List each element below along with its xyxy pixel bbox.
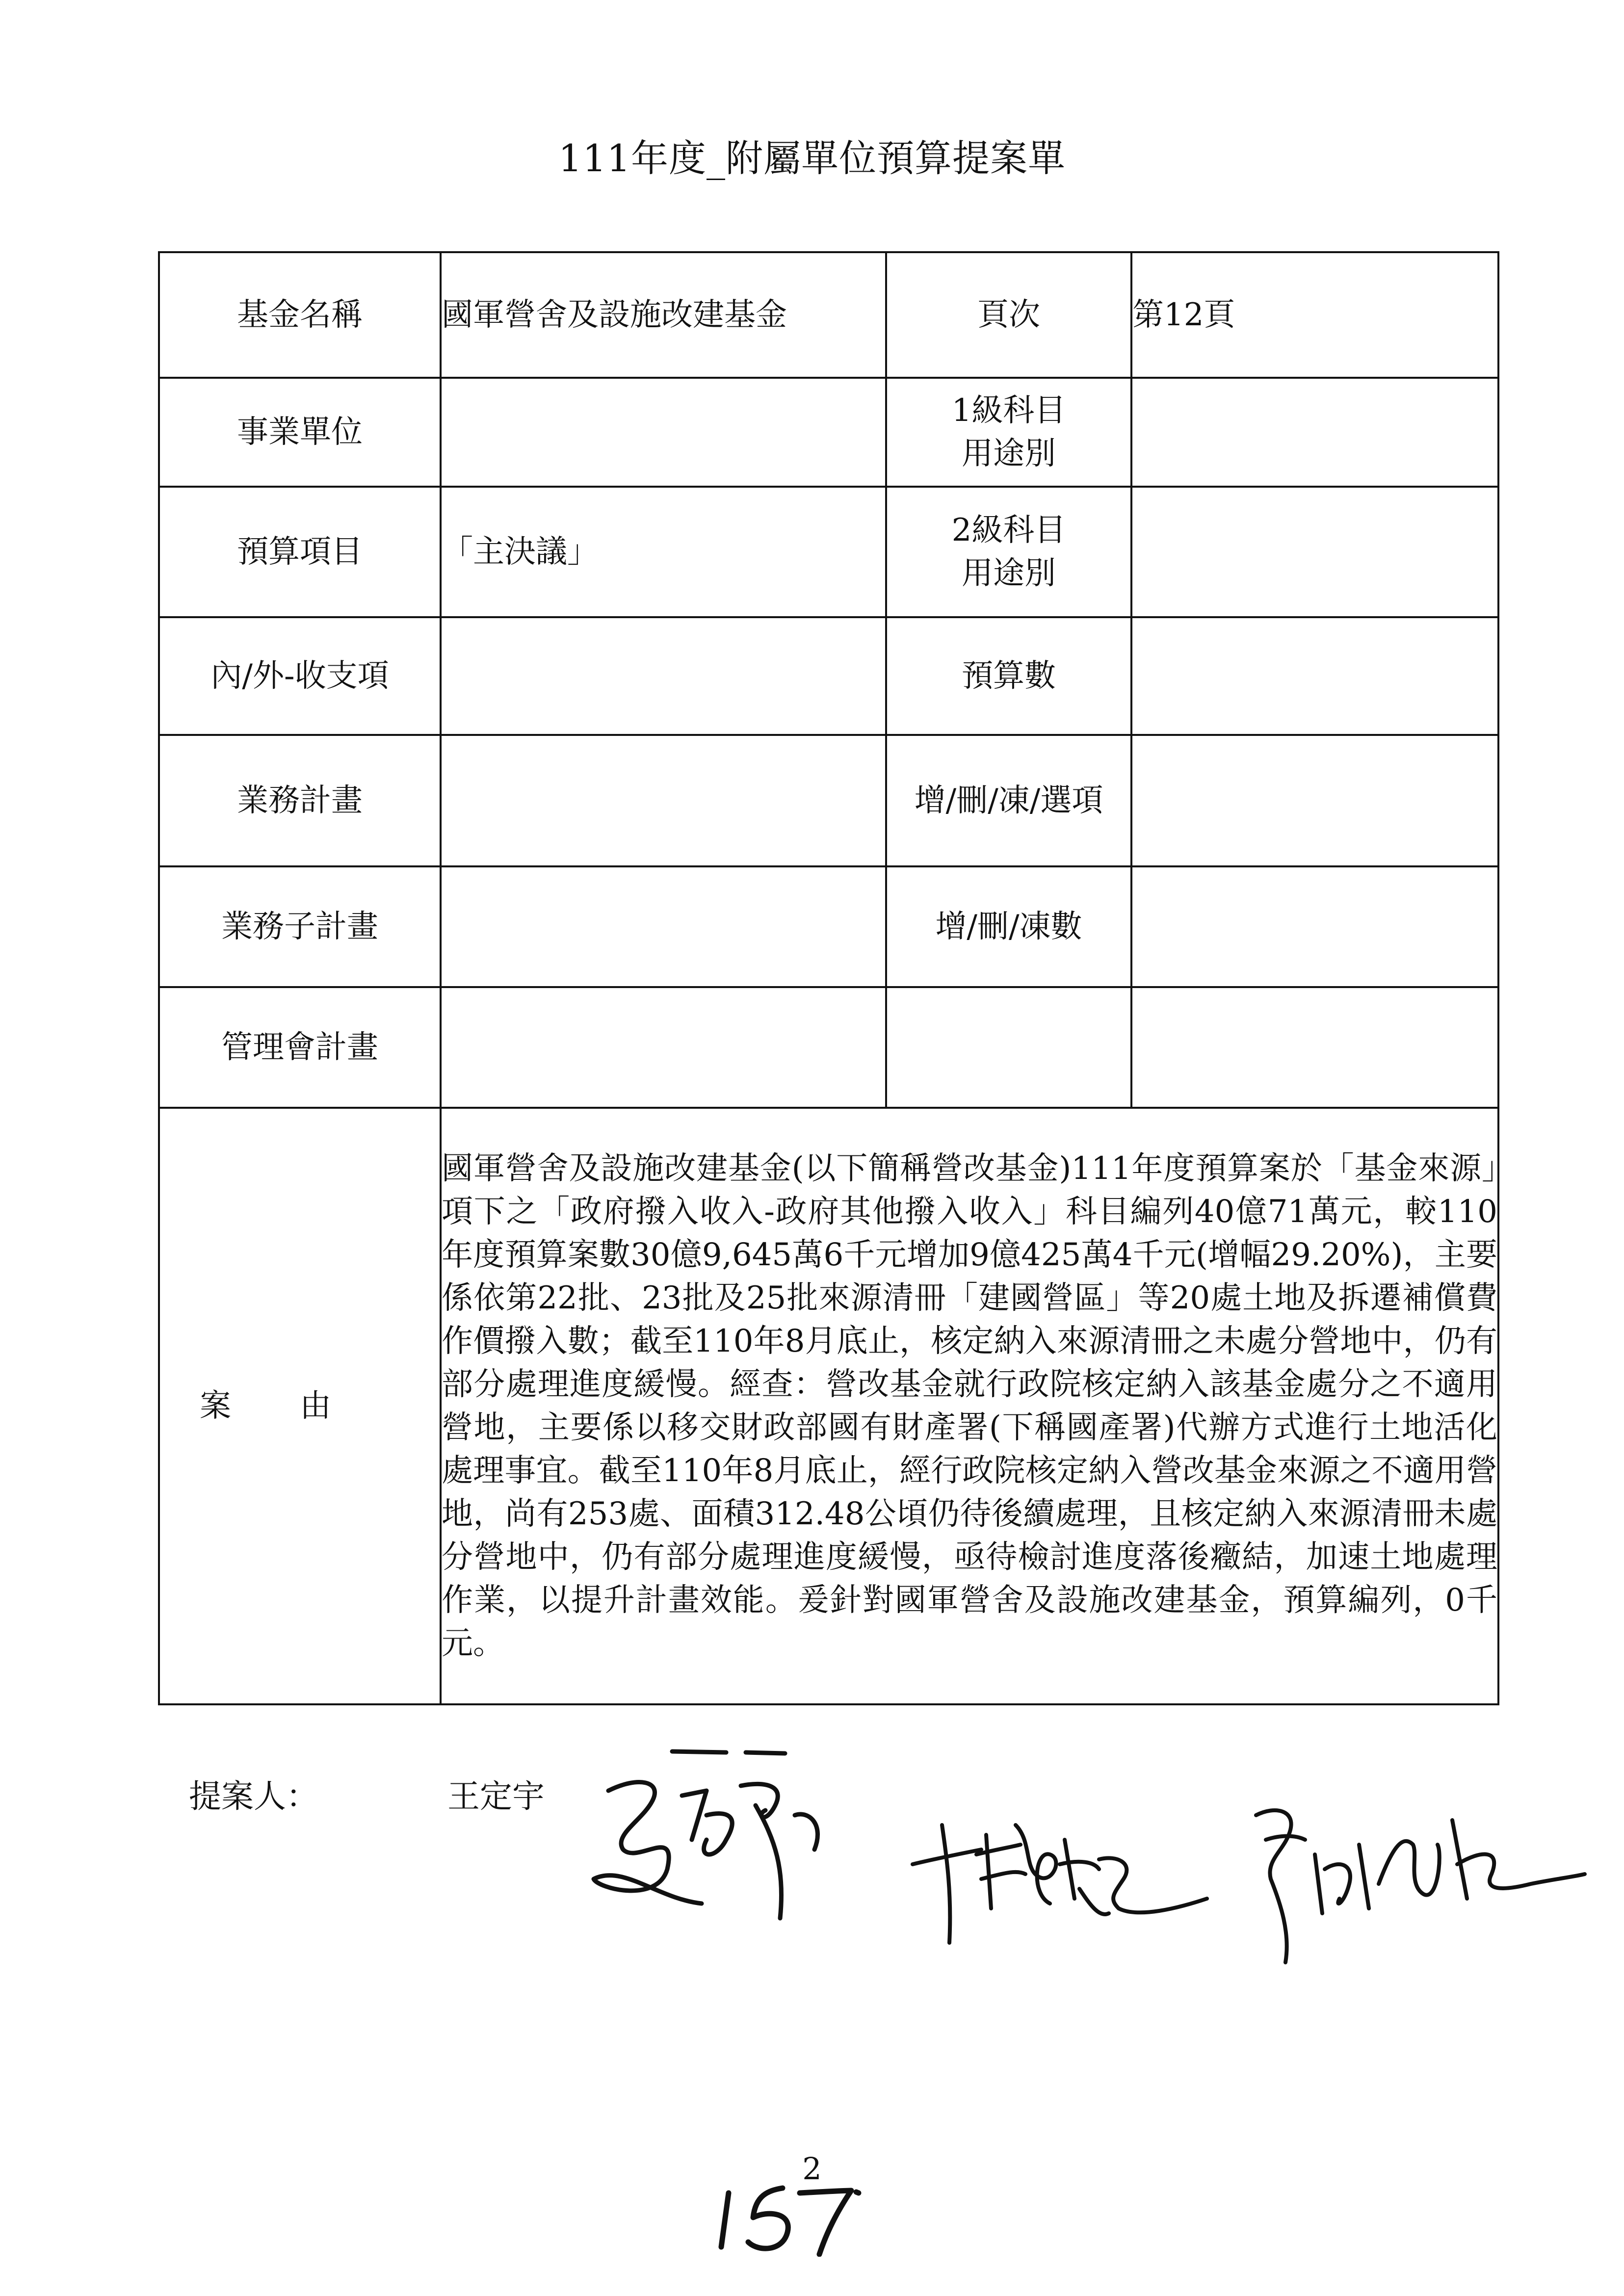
option-value xyxy=(1131,735,1498,866)
inout-label: 內/外-收支項 xyxy=(159,617,441,735)
row-unit xyxy=(159,378,1498,487)
item-label: 預算項目 xyxy=(159,487,441,617)
reason-text: 國軍營舍及設施改建基金(以下簡稱營改基金)111年度預算案於「基金來源」項下之「政府撥入收入-政府其他撥入收入」科目編列40億71萬元，較110年度預算案數30億9,645萬6千元增加9億425萬4千元(增幅29.20%)，主要係依第22批、23批及25批來源清冊「建國營區」等20處土地及拆遷補償費作價撥入數；截至110年8月底止，核定納入來源清冊之未處分營地中，仍有部分處理進度緩慢。經查：營改基金就行政院核定納入該基金處分之不適用營地，主要係以移交財政部國有財產署(下稱國產署)代辦方式進行土地活化處理事宜。截至110年8月底止，經行政院核定納入營改基金來源之不適用營地，尚有253處、面積312.48公頃仍待後續處理，且核定納入來源清冊未處分營地中，仍有部分處理進度緩慢，亟待檢討進度落後癥結，加速土地處理作業，以提升計畫效能。爰針對國軍營舍及設施改建基金，預算編列，0千元。 xyxy=(441,1108,1498,1704)
level1-label-line2: 用途別 xyxy=(962,436,1056,472)
mgmt-value xyxy=(441,987,886,1108)
row-reason xyxy=(159,1108,1498,1704)
row-plan xyxy=(159,735,1498,866)
level2-value xyxy=(1131,487,1498,617)
delta-label: 增/刪/凍數 xyxy=(886,866,1131,987)
level1-label xyxy=(886,378,1131,487)
proposal-form-table xyxy=(158,251,1499,1705)
handwritten-signature-1 xyxy=(579,1742,883,1957)
proposer-label: 提案人： xyxy=(189,1777,318,1815)
row-inout xyxy=(159,617,1498,735)
page-value: 第12頁 xyxy=(1131,252,1498,378)
level2-label xyxy=(886,487,1131,617)
unit-label: 事業單位 xyxy=(159,378,441,487)
mgmt-label: 管理會計畫 xyxy=(159,987,441,1108)
handwritten-signature-2 xyxy=(903,1796,1217,1962)
fund-name-label: 基金名稱 xyxy=(159,252,441,378)
subplan-value xyxy=(441,866,886,987)
level1-label-line1: 1級科目 xyxy=(951,392,1066,429)
level2-label-line1: 2級科目 xyxy=(951,512,1066,548)
level1-value xyxy=(1131,378,1498,487)
inout-value xyxy=(441,617,886,735)
page-number: 2 xyxy=(802,2151,822,2187)
row-subplan xyxy=(159,866,1498,987)
amount-label: 預算數 xyxy=(886,617,1131,735)
amount-value xyxy=(1131,617,1498,735)
document-title: 111年度_附屬單位預算提案單 xyxy=(558,136,1066,180)
unit-value xyxy=(441,378,886,487)
proposer-name: 王定宇 xyxy=(447,1777,545,1815)
row-item xyxy=(159,487,1498,617)
mgmt-extra-2 xyxy=(1131,987,1498,1108)
reason-label: 案由 xyxy=(159,1108,441,1704)
row-fund-name xyxy=(159,252,1498,378)
mgmt-extra-1 xyxy=(886,987,1131,1108)
item-value: 「主決議」 xyxy=(441,487,886,617)
delta-value xyxy=(1131,866,1498,987)
row-mgmt xyxy=(159,987,1498,1108)
level2-label-line2: 用途別 xyxy=(962,555,1056,592)
handwritten-number xyxy=(709,2173,866,2257)
fund-name-value: 國軍營舍及設施改建基金 xyxy=(441,252,886,378)
handwritten-signature-3 xyxy=(1236,1786,1590,1972)
plan-label: 業務計畫 xyxy=(159,735,441,866)
subplan-label: 業務子計畫 xyxy=(159,866,441,987)
page-label: 頁次 xyxy=(886,252,1131,378)
option-label: 增/刪/凍/選項 xyxy=(886,735,1131,866)
plan-value xyxy=(441,735,886,866)
